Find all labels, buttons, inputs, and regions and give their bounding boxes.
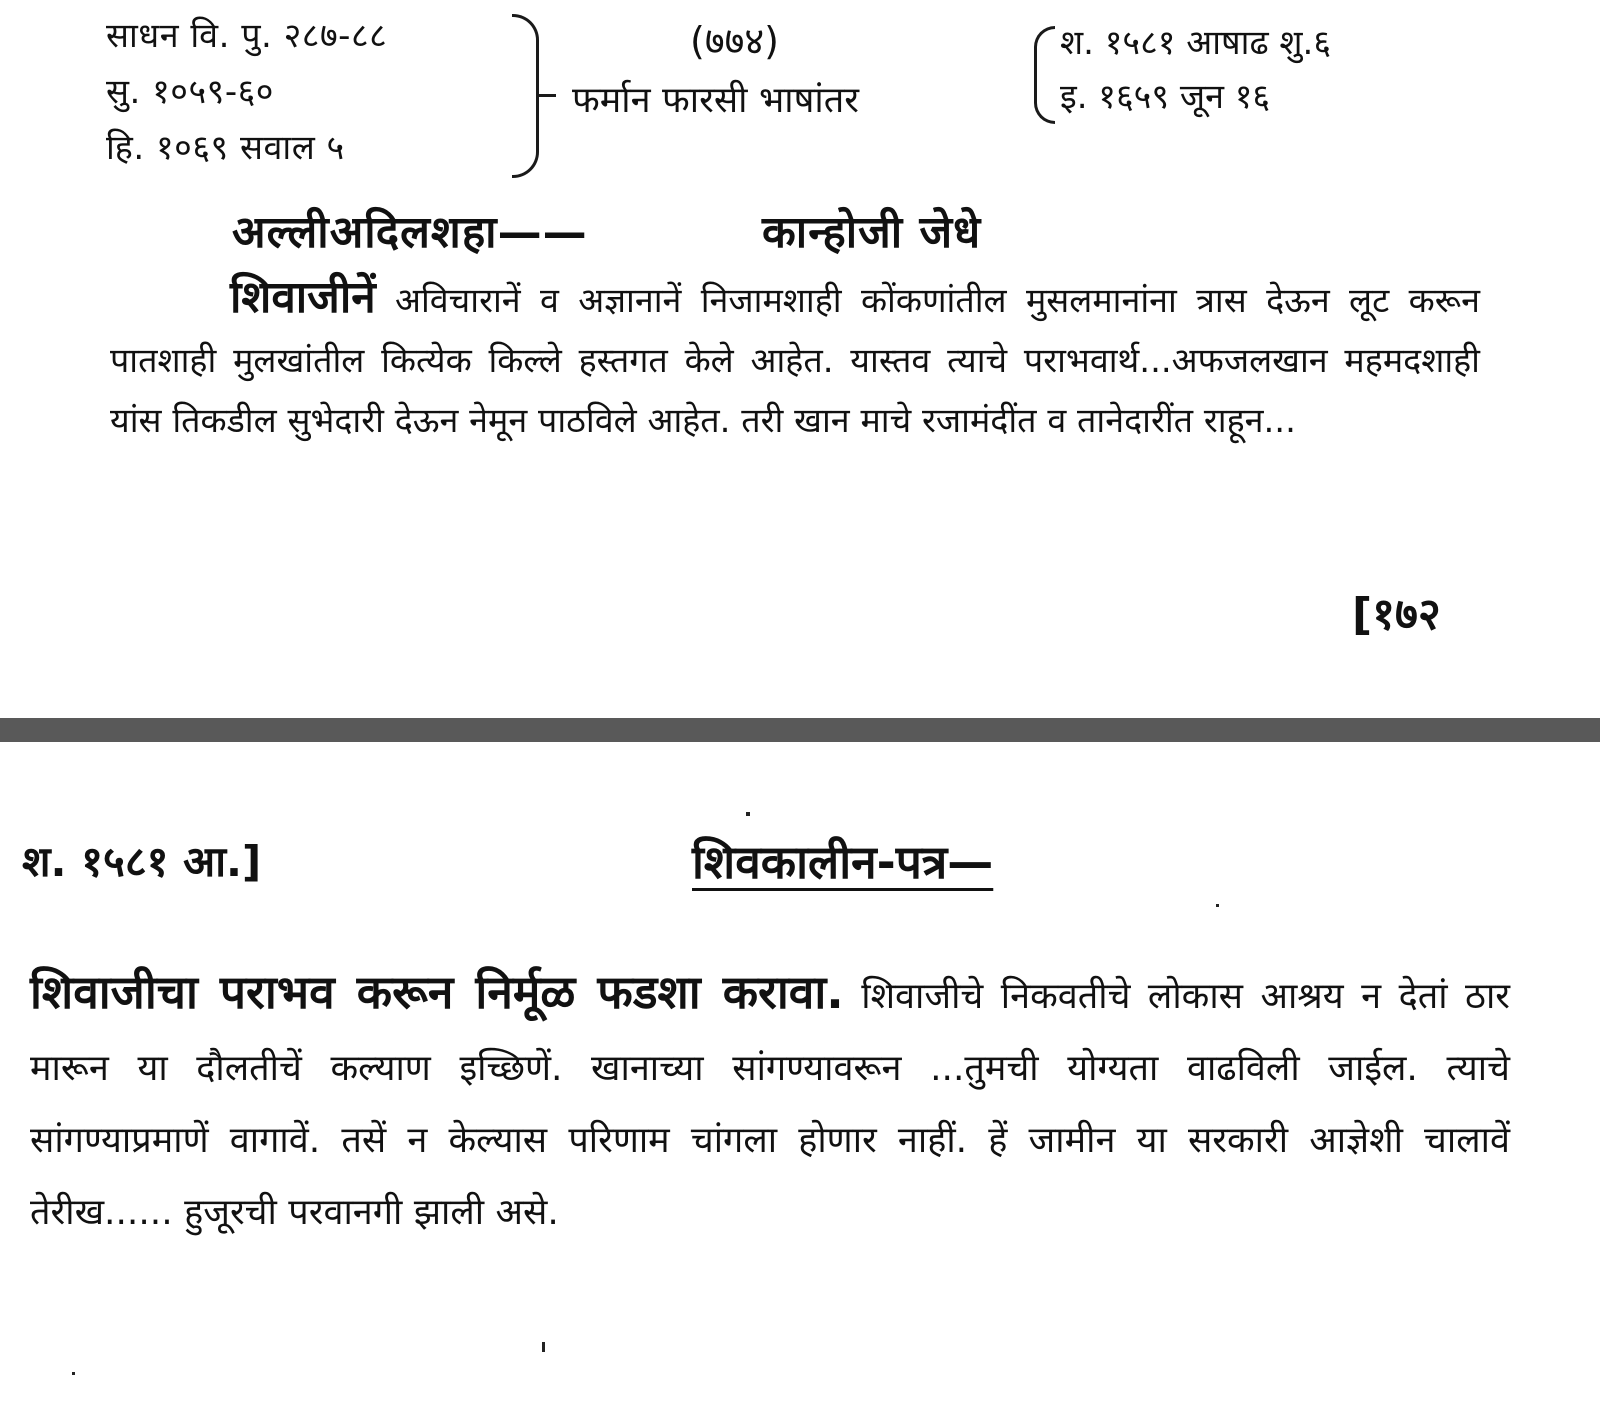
source-ref-line-2: सु. १०५९-६०: [106, 72, 274, 112]
source-ref-line-3: हि. १०६९ सवाल ५: [106, 128, 345, 168]
scan-speck: [746, 812, 750, 816]
letter-body-continued: [30, 956, 1510, 1249]
source-ref-line-1: साधन वि. पु. २८७-८८: [106, 16, 388, 56]
scan-speck: [1216, 904, 1219, 907]
letter-body-lead: शिवाजीनें: [230, 272, 376, 323]
right-brace: [512, 14, 539, 178]
date-gregorian: इ. १६५९ जून १६: [1060, 77, 1271, 117]
letter-body-text: अविचारानें व अज्ञानानें निजामशाही कोंकणांतील मुसलमानांना त्रास देऊन लूट करून पातशाही मुलखांतील कित्येक किल्ले हस्तगत केले आहेत. यास्तव त्याचे पराभवार्थ...अफजलखान महमदशाही यांस तिकडील सुभेदारी देऊन नेमून पाठविले आहेत. तरी खान माचे रजामंदींत व तानेदारींत राहून...: [110, 281, 1480, 441]
lower-page-scan: [0, 742, 1600, 1406]
page-reference: [१७२: [1352, 589, 1441, 640]
scan-speck: [542, 1342, 545, 1352]
letter-body: [110, 268, 1480, 451]
recipient-name: कान्होजी जेधे: [762, 207, 982, 258]
running-head-title: शिवकालीन-पत्र—: [692, 835, 994, 889]
entry-number: (७७४): [690, 19, 779, 63]
letter-body-continued-text: शिवाजीचे निकवतीचे लोकास आश्रय न देतां ठार मारून या दौलतीचें कल्याण इच्छिणें. खानाच्या सांगण्यावरून ...तुमची योग्यता वाढविली जाईल. त्याचे सांगण्याप्रमाणें वागावें. तसें न केल्यास परिणाम चांगला होणार नाहीं. हें जामीन या सरकारी आज्ञेशी चालावें तेरीख...... हुजूरची परवानगी झाली असे.: [30, 976, 1511, 1233]
brace-tip: [538, 94, 556, 97]
page-divider: [0, 718, 1600, 742]
left-brace: [1034, 26, 1055, 124]
scan-speck: [72, 1372, 75, 1375]
date-saka: श. १५८१ आषाढ शु.६: [1060, 23, 1332, 63]
letter-body-continued-lead: शिवाजीचा पराभव करून निर्मूळ फडशा करावा.: [30, 965, 844, 1019]
entry-type: फर्मान फारसी भाषांतर: [572, 80, 859, 121]
sender-name: अल्लीअदिलशहा——: [232, 207, 588, 258]
running-head-left: श. १५८१ आ.]: [22, 837, 262, 886]
